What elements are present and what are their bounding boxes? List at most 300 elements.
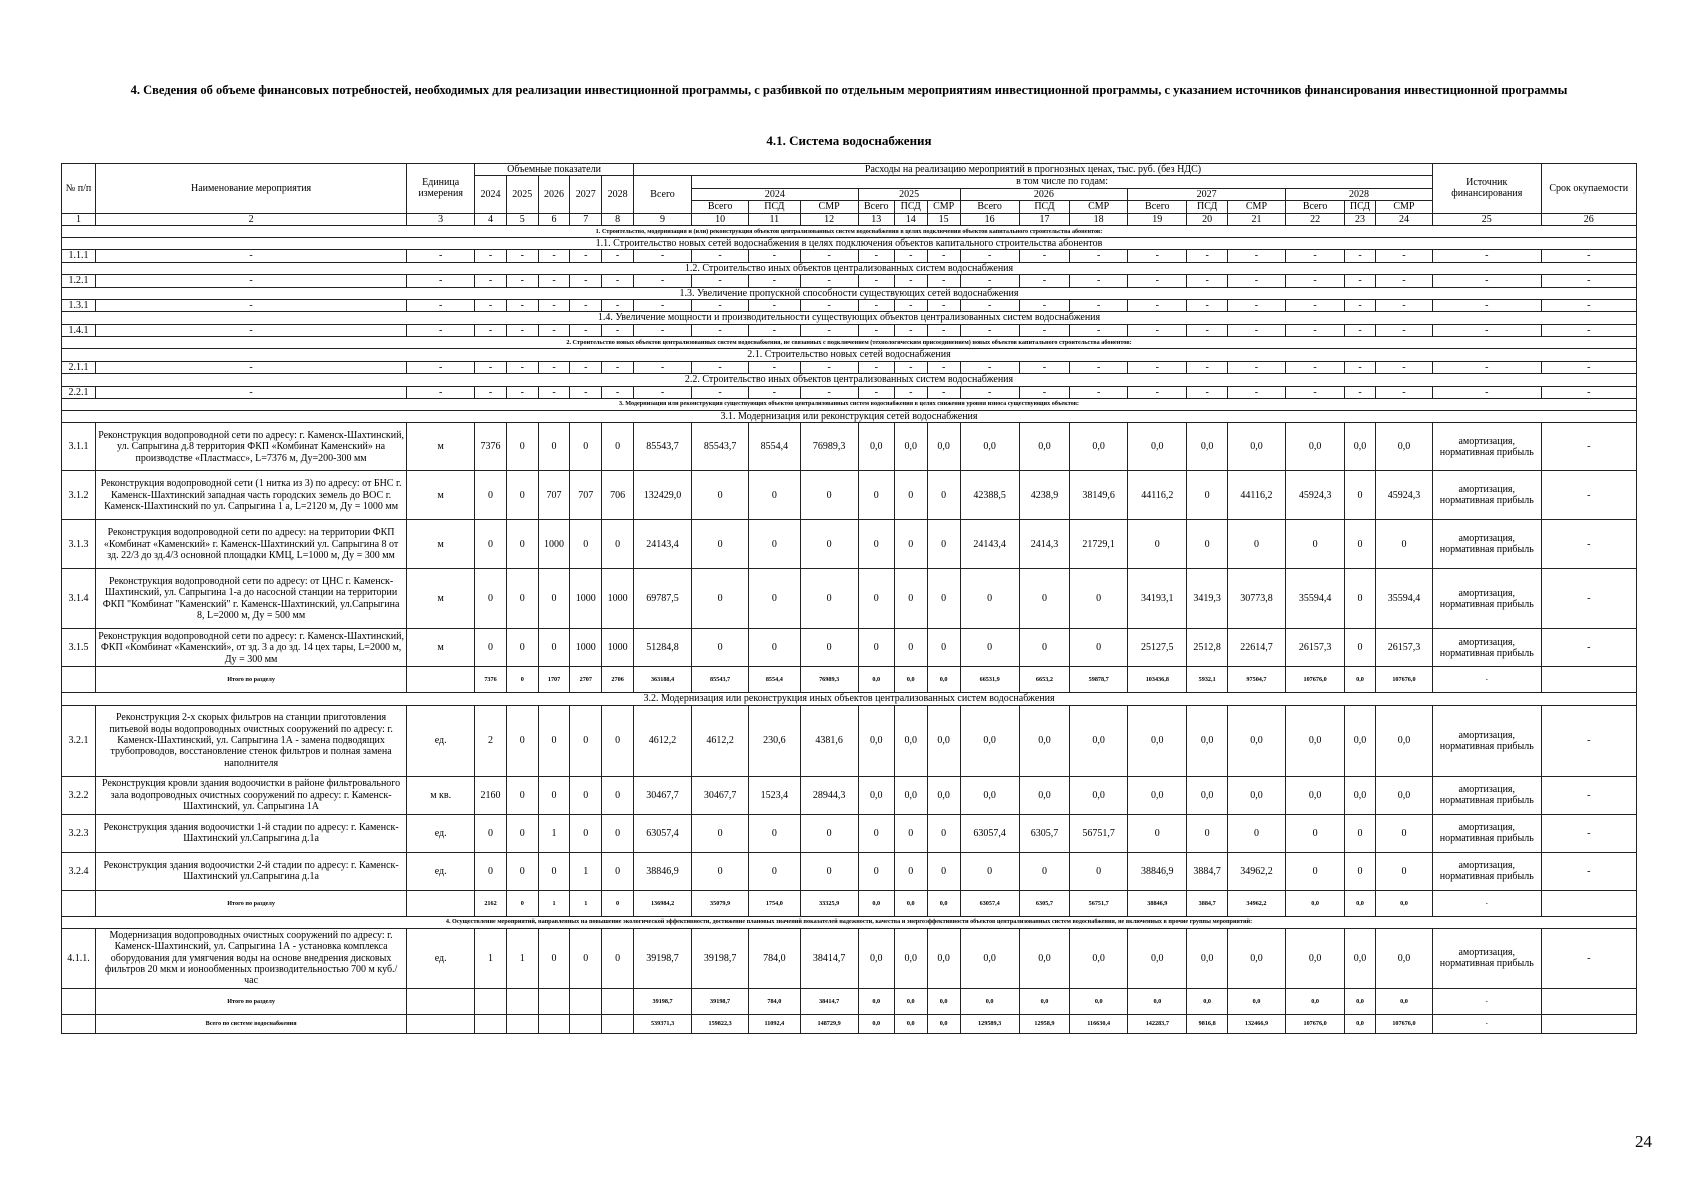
volume-total-cell xyxy=(506,988,538,1014)
cost-total-cell: 0,0 xyxy=(894,988,927,1014)
source-cell: амортизация, нормативная прибыль xyxy=(1433,471,1541,520)
cost-total-cell: 0,0 xyxy=(1345,1014,1376,1033)
cost-total-cell: 76989,3 xyxy=(800,667,858,693)
subcol-header: Всего xyxy=(858,201,894,213)
payback-cell: - xyxy=(1541,423,1636,471)
subcol-header: Всего xyxy=(960,201,1019,213)
cost-cell: 35594,4 xyxy=(1286,569,1345,629)
empty-cell: - xyxy=(407,361,475,373)
source-cell: амортизация, нормативная прибыль xyxy=(1433,629,1541,667)
cost-total-cell: 0,0 xyxy=(894,890,927,916)
cost-cell: 56751,7 xyxy=(1070,814,1128,852)
empty-cell: - xyxy=(570,275,602,287)
cost-total-cell: 9816,8 xyxy=(1187,1014,1228,1033)
subcol-header: ПСД xyxy=(894,201,927,213)
cost-cell: 39198,7 xyxy=(634,928,692,988)
cost-cell: 0,0 xyxy=(1286,928,1345,988)
cost-cell: 0 xyxy=(800,471,858,520)
cost-cell: 0 xyxy=(1070,852,1128,890)
empty-cell: - xyxy=(1433,386,1541,398)
table-row xyxy=(62,471,1637,520)
empty-cell: - xyxy=(749,250,801,262)
payback-cell: - xyxy=(1541,471,1636,520)
cost-cell: 0 xyxy=(800,852,858,890)
empty-cell: - xyxy=(749,275,801,287)
empty-cell xyxy=(62,1014,96,1033)
volume-cell: 0 xyxy=(602,928,634,988)
column-number: 15 xyxy=(927,213,960,225)
cost-total-cell: 0,0 xyxy=(894,1014,927,1033)
section-row xyxy=(62,337,1637,349)
empty-cell: - xyxy=(1286,324,1345,336)
cost-cell: 0,0 xyxy=(1070,928,1128,988)
cost-total-cell: 136984,2 xyxy=(634,890,692,916)
volume-cell: 1000 xyxy=(602,569,634,629)
section-title: 1. Строительство, модернизация и (или) реконструкция объектов централизованных систем водоснабжения в целях подключения объектов капитального строительства абонентов: xyxy=(62,226,1637,238)
cost-cell: 0,0 xyxy=(858,776,894,814)
unit-cell: м xyxy=(407,629,475,667)
volume-cell: 0 xyxy=(570,814,602,852)
empty-cell: - xyxy=(894,250,927,262)
cost-cell: 0 xyxy=(1070,629,1128,667)
empty-cell: - xyxy=(894,300,927,312)
cost-cell: 4612,2 xyxy=(692,705,749,776)
empty-cell: - xyxy=(1227,361,1285,373)
column-number: 19 xyxy=(1128,213,1187,225)
cost-total-cell: 97504,7 xyxy=(1227,667,1285,693)
cost-total-cell: 129589,3 xyxy=(960,1014,1019,1033)
cost-cell: 0 xyxy=(692,814,749,852)
table-row xyxy=(62,928,1637,988)
cost-cell: 24143,4 xyxy=(634,520,692,569)
cost-cell: 0,0 xyxy=(927,423,960,471)
cost-year-header: 2025 xyxy=(858,188,960,200)
source-cell: амортизация, нормативная прибыль xyxy=(1433,569,1541,629)
cost-cell: 0,0 xyxy=(1128,705,1187,776)
cost-cell: 26157,3 xyxy=(1286,629,1345,667)
cost-cell: 85543,7 xyxy=(692,423,749,471)
source-cell: амортизация, нормативная прибыль xyxy=(1433,776,1541,814)
cost-cell: 0,0 xyxy=(894,705,927,776)
cost-total-cell: 39198,7 xyxy=(634,988,692,1014)
row-number: 3.1.3 xyxy=(62,520,96,569)
cost-cell: 42388,5 xyxy=(960,471,1019,520)
payback-cell xyxy=(1541,890,1636,916)
table-body xyxy=(62,226,1637,1034)
empty-cell: - xyxy=(927,250,960,262)
column-number: 4 xyxy=(475,213,507,225)
payback-cell xyxy=(1541,667,1636,693)
unit-cell: ед. xyxy=(407,705,475,776)
volume-cell: 0 xyxy=(602,852,634,890)
empty-cell: - xyxy=(960,324,1019,336)
cost-cell: 0 xyxy=(1227,814,1285,852)
volume-total-cell xyxy=(506,1014,538,1033)
empty-cell: - xyxy=(475,361,507,373)
cost-year-header: 2024 xyxy=(692,188,859,200)
empty-cell: - xyxy=(1345,386,1376,398)
empty-cell: - xyxy=(894,361,927,373)
subsection-row xyxy=(62,349,1637,361)
cost-cell: 0,0 xyxy=(1375,928,1432,988)
subcol-header: Всего xyxy=(1286,201,1345,213)
unit-cell: ед. xyxy=(407,928,475,988)
empty-cell: - xyxy=(634,386,692,398)
volume-cell: 0 xyxy=(570,423,602,471)
cost-cell: 0,0 xyxy=(1227,928,1285,988)
cost-cell: 22614,7 xyxy=(1227,629,1285,667)
col-unit-header: Единица измерения xyxy=(407,164,475,214)
payback-cell xyxy=(1541,988,1636,1014)
empty-cell: - xyxy=(1128,324,1187,336)
cost-cell: 0,0 xyxy=(1227,423,1285,471)
cost-cell: 0 xyxy=(927,569,960,629)
column-number: 8 xyxy=(602,213,634,225)
volume-cell: 0 xyxy=(475,629,507,667)
volume-cell: 0 xyxy=(538,423,570,471)
measure-name: Реконструкция водопроводной сети по адресу: г. Каменск-Шахтинский, ФКП «Комбинат «Каменский», от зд. 3 а до зд. 14 цех тары, L=2000 м, Ду = 300 мм xyxy=(95,629,406,667)
empty-cell: - xyxy=(1019,324,1069,336)
empty-cell: - xyxy=(692,324,749,336)
empty-cell: - xyxy=(538,250,570,262)
empty-cell: - xyxy=(1433,275,1541,287)
cost-cell: 0,0 xyxy=(1345,423,1376,471)
empty-cell: - xyxy=(1375,250,1432,262)
vol-year-header: 2025 xyxy=(506,176,538,213)
subcol-header: СМР xyxy=(800,201,858,213)
cost-cell: 0,0 xyxy=(1375,705,1432,776)
volume-cell: 2 xyxy=(475,705,507,776)
empty-cell: - xyxy=(1375,324,1432,336)
cost-cell: 0,0 xyxy=(1019,776,1069,814)
cost-total-cell: 6653,2 xyxy=(1019,667,1069,693)
row-name: - xyxy=(95,275,406,287)
volume-cell: 0 xyxy=(538,629,570,667)
cost-cell: 0 xyxy=(1345,629,1376,667)
cost-total-cell: 0,0 xyxy=(1375,890,1432,916)
empty-cell: - xyxy=(1187,324,1228,336)
volume-cell: 0 xyxy=(602,423,634,471)
cost-cell: 0 xyxy=(692,471,749,520)
empty-cell: - xyxy=(1019,275,1069,287)
cost-cell: 30773,8 xyxy=(1227,569,1285,629)
empty-cell: - xyxy=(1227,386,1285,398)
cost-cell: 0 xyxy=(1286,852,1345,890)
empty-cell: - xyxy=(1541,300,1636,312)
subsection-row xyxy=(62,312,1637,324)
col-num-header: № п/п xyxy=(62,164,96,214)
volume-total-cell xyxy=(475,988,507,1014)
section-title: 2. Строительство новых объектов централизованных систем водоснабжения, не связанных с подключением (технологическим присоединением) новых объектов капитального строительства абонентов: xyxy=(62,337,1637,349)
subcol-header: СМР xyxy=(1227,201,1285,213)
unit-cell: ед. xyxy=(407,814,475,852)
empty-cell: - xyxy=(800,300,858,312)
cost-total-cell: 56751,7 xyxy=(1070,890,1128,916)
volume-cell: 0 xyxy=(570,928,602,988)
volume-total-cell: 2707 xyxy=(570,667,602,693)
empty-cell: - xyxy=(1227,300,1285,312)
column-number: 16 xyxy=(960,213,1019,225)
empty-cell: - xyxy=(894,324,927,336)
empty-cell: - xyxy=(894,275,927,287)
volume-cell: 0 xyxy=(538,705,570,776)
cost-total-cell: 0,0 xyxy=(858,667,894,693)
cost-cell: 0 xyxy=(800,569,858,629)
empty-cell: - xyxy=(570,386,602,398)
row-number: 3.2.2 xyxy=(62,776,96,814)
cost-total-cell: 8554,4 xyxy=(749,667,801,693)
row-name: - xyxy=(95,250,406,262)
cost-cell: 0 xyxy=(1375,814,1432,852)
cost-cell: 0,0 xyxy=(927,776,960,814)
cost-cell: 0,0 xyxy=(1345,776,1376,814)
column-number: 2 xyxy=(95,213,406,225)
row-number: 2.1.1 xyxy=(62,361,96,373)
empty-cell xyxy=(407,1014,475,1033)
volume-cell: 0 xyxy=(602,776,634,814)
cost-total-cell: 0,0 xyxy=(1375,988,1432,1014)
payback-cell: - xyxy=(1541,928,1636,988)
total-label: Итого по разделу xyxy=(95,890,406,916)
placeholder-row xyxy=(62,300,1637,312)
subcol-header: ПСД xyxy=(749,201,801,213)
cost-cell: 0,0 xyxy=(1227,776,1285,814)
table-row xyxy=(62,705,1637,776)
empty-cell: - xyxy=(692,275,749,287)
source-cell: амортизация, нормативная прибыль xyxy=(1433,814,1541,852)
empty-cell: - xyxy=(634,300,692,312)
unit-cell: м xyxy=(407,471,475,520)
cost-total-cell: 107676,0 xyxy=(1286,1014,1345,1033)
cost-total-cell: 363188,4 xyxy=(634,667,692,693)
cost-cell: 38846,9 xyxy=(1128,852,1187,890)
cost-year-header: 2026 xyxy=(960,188,1128,200)
cost-total-cell: 0,0 xyxy=(858,890,894,916)
cost-total-cell: 539371,3 xyxy=(634,1014,692,1033)
cost-cell: 34962,2 xyxy=(1227,852,1285,890)
subcol-header: ПСД xyxy=(1345,201,1376,213)
empty-cell: - xyxy=(749,361,801,373)
empty-cell: - xyxy=(506,324,538,336)
cost-cell: 0 xyxy=(749,629,801,667)
empty-cell: - xyxy=(858,386,894,398)
cost-total-cell: 0,0 xyxy=(960,988,1019,1014)
empty-cell: - xyxy=(858,275,894,287)
payback-cell xyxy=(1541,1014,1636,1033)
empty-cell: - xyxy=(602,386,634,398)
volume-cell: 1000 xyxy=(538,520,570,569)
cost-cell: 4238,9 xyxy=(1019,471,1069,520)
column-number: 23 xyxy=(1345,213,1376,225)
column-number: 25 xyxy=(1433,213,1541,225)
table-row xyxy=(62,629,1637,667)
cost-cell: 63057,4 xyxy=(634,814,692,852)
page-number: 24 xyxy=(1635,1132,1652,1151)
source-cell: амортизация, нормативная прибыль xyxy=(1433,520,1541,569)
cost-cell: 0 xyxy=(800,520,858,569)
volume-cell: 0 xyxy=(506,776,538,814)
cost-cell: 0 xyxy=(1375,852,1432,890)
cost-total-cell: 6305,7 xyxy=(1019,890,1069,916)
volume-cell: 0 xyxy=(506,471,538,520)
volume-cell: 0 xyxy=(475,520,507,569)
measure-name: Реконструкция водопроводной сети (1 нитка из 3) по адресу: от БНС г. Каменск-Шахтинский западная часть городских земель до ВОС г. Каменск-Шахтинский по ул. Сапрыгина 1 а, L=2120 м, Ду = 1000 мм xyxy=(95,471,406,520)
cost-cell: 2512,8 xyxy=(1187,629,1228,667)
cost-cell: 0,0 xyxy=(1128,776,1187,814)
row-name: - xyxy=(95,324,406,336)
table-row xyxy=(62,520,1637,569)
payback-cell: - xyxy=(1541,569,1636,629)
column-number: 13 xyxy=(858,213,894,225)
empty-cell: - xyxy=(1128,300,1187,312)
cost-total-cell: 3884,7 xyxy=(1187,890,1228,916)
column-number: 24 xyxy=(1375,213,1432,225)
cost-cell: 0,0 xyxy=(1286,423,1345,471)
column-number: 11 xyxy=(749,213,801,225)
row-number: 3.2.1 xyxy=(62,705,96,776)
empty-cell: - xyxy=(1433,361,1541,373)
cost-cell: 35594,4 xyxy=(1375,569,1432,629)
cost-cell: 0 xyxy=(1070,569,1128,629)
column-number: 21 xyxy=(1227,213,1285,225)
volume-total-cell xyxy=(570,988,602,1014)
empty-cell: - xyxy=(1019,386,1069,398)
cost-cell: 0 xyxy=(692,569,749,629)
volumes-header: Объемные показатели xyxy=(475,164,634,176)
subsection-row xyxy=(62,374,1637,386)
cost-cell: 51284,8 xyxy=(634,629,692,667)
subcol-header: СМР xyxy=(1375,201,1432,213)
cost-cell: 0,0 xyxy=(894,776,927,814)
empty-cell: - xyxy=(1187,361,1228,373)
cost-cell: 0,0 xyxy=(1375,423,1432,471)
empty-cell: - xyxy=(475,324,507,336)
cost-cell: 0 xyxy=(858,814,894,852)
empty-cell: - xyxy=(475,275,507,287)
cost-cell: 0,0 xyxy=(960,423,1019,471)
cost-total-cell: 1754,0 xyxy=(749,890,801,916)
column-number: 9 xyxy=(634,213,692,225)
empty-cell: - xyxy=(602,361,634,373)
cost-total-cell: 11092,4 xyxy=(749,1014,801,1033)
measure-name: Реконструкция водопроводной сети по адресу: на территории ФКП «Комбинат «Каменский» г. Каменск-Шахтинский ул. Сапрыгина 8 от зд. 22/3 до зд.4/3 основной площадки КМЦ, L=1000 м, Ду = 300 мм xyxy=(95,520,406,569)
cost-cell: 3419,3 xyxy=(1187,569,1228,629)
measure-name: Реконструкция здания водоочистки 2-й стадии по адресу: г. Каменск-Шахтинский ул.Сапрыгина д.1а xyxy=(95,852,406,890)
volume-cell: 0 xyxy=(506,423,538,471)
placeholder-row xyxy=(62,324,1637,336)
empty-cell: - xyxy=(800,275,858,287)
cost-total-cell: 0,0 xyxy=(1286,988,1345,1014)
cost-cell: 0,0 xyxy=(894,423,927,471)
empty-cell: - xyxy=(960,361,1019,373)
volume-cell: 0 xyxy=(506,852,538,890)
empty-cell: - xyxy=(1345,361,1376,373)
cost-cell: 0,0 xyxy=(1187,776,1228,814)
cost-total-cell: 142283,7 xyxy=(1128,1014,1187,1033)
empty-cell: - xyxy=(1227,324,1285,336)
payback-cell: - xyxy=(1541,852,1636,890)
volume-cell: 0 xyxy=(506,814,538,852)
volume-cell: 0 xyxy=(602,814,634,852)
costs-header: Расходы на реализацию мероприятий в прогнозных ценах, тыс. руб. (без НДС) xyxy=(634,164,1433,176)
source-cell: - xyxy=(1433,667,1541,693)
cost-total-cell: 34962,2 xyxy=(1227,890,1285,916)
cost-cell: 0 xyxy=(858,471,894,520)
section-row xyxy=(62,226,1637,238)
volume-cell: 706 xyxy=(602,471,634,520)
cost-cell: 0,0 xyxy=(858,423,894,471)
cost-cell: 0,0 xyxy=(960,705,1019,776)
empty-cell: - xyxy=(1375,386,1432,398)
cost-cell: 132429,0 xyxy=(634,471,692,520)
empty-cell: - xyxy=(1070,275,1128,287)
subcol-header: Всего xyxy=(692,201,749,213)
cost-cell: 45924,3 xyxy=(1375,471,1432,520)
volume-cell: 1 xyxy=(475,928,507,988)
volume-total-cell xyxy=(602,1014,634,1033)
cost-cell: 85543,7 xyxy=(634,423,692,471)
empty-cell: - xyxy=(1541,275,1636,287)
cost-cell: 0,0 xyxy=(1286,776,1345,814)
cost-cell: 0 xyxy=(1128,814,1187,852)
total-row xyxy=(62,667,1637,693)
cost-cell: 0 xyxy=(1187,520,1228,569)
subcol-header: ПСД xyxy=(1187,201,1228,213)
cost-cell: 45924,3 xyxy=(1286,471,1345,520)
subcol-header: СМР xyxy=(1070,201,1128,213)
cost-cell: 44116,2 xyxy=(1128,471,1187,520)
source-cell: амортизация, нормативная прибыль xyxy=(1433,705,1541,776)
volume-total-cell: 0 xyxy=(506,667,538,693)
cost-cell: 0,0 xyxy=(1070,776,1128,814)
column-number-row xyxy=(62,213,1637,225)
empty-cell: - xyxy=(1345,250,1376,262)
subsection-title: 1.2. Строительство иных объектов централизованных систем водоснабжения xyxy=(62,262,1637,274)
empty-cell: - xyxy=(1187,275,1228,287)
empty-cell: - xyxy=(692,361,749,373)
subsection-row xyxy=(62,287,1637,299)
empty-cell: - xyxy=(800,250,858,262)
empty-cell: - xyxy=(1433,250,1541,262)
empty-cell: - xyxy=(570,250,602,262)
empty-cell: - xyxy=(538,386,570,398)
empty-cell: - xyxy=(570,361,602,373)
volume-cell: 0 xyxy=(570,520,602,569)
empty-cell: - xyxy=(692,300,749,312)
cost-cell: 69787,5 xyxy=(634,569,692,629)
row-number: 3.1.5 xyxy=(62,629,96,667)
empty-cell: - xyxy=(1128,386,1187,398)
source-cell: амортизация, нормативная прибыль xyxy=(1433,852,1541,890)
by-years-header: в том числе по годам: xyxy=(692,176,1433,188)
volume-cell: 1 xyxy=(570,852,602,890)
empty-cell: - xyxy=(538,324,570,336)
column-number: 14 xyxy=(894,213,927,225)
cost-cell: 0,0 xyxy=(1286,705,1345,776)
column-number: 7 xyxy=(570,213,602,225)
cost-cell: 39198,7 xyxy=(692,928,749,988)
vol-year-header: 2024 xyxy=(475,176,507,213)
empty-cell: - xyxy=(1019,361,1069,373)
empty-cell: - xyxy=(1345,324,1376,336)
empty-cell: - xyxy=(1227,275,1285,287)
cost-cell: 0 xyxy=(1345,569,1376,629)
empty-cell: - xyxy=(1070,250,1128,262)
cost-cell: 0 xyxy=(1019,629,1069,667)
empty-cell: - xyxy=(858,300,894,312)
placeholder-row xyxy=(62,250,1637,262)
total-label: Итого по разделу xyxy=(95,988,406,1014)
